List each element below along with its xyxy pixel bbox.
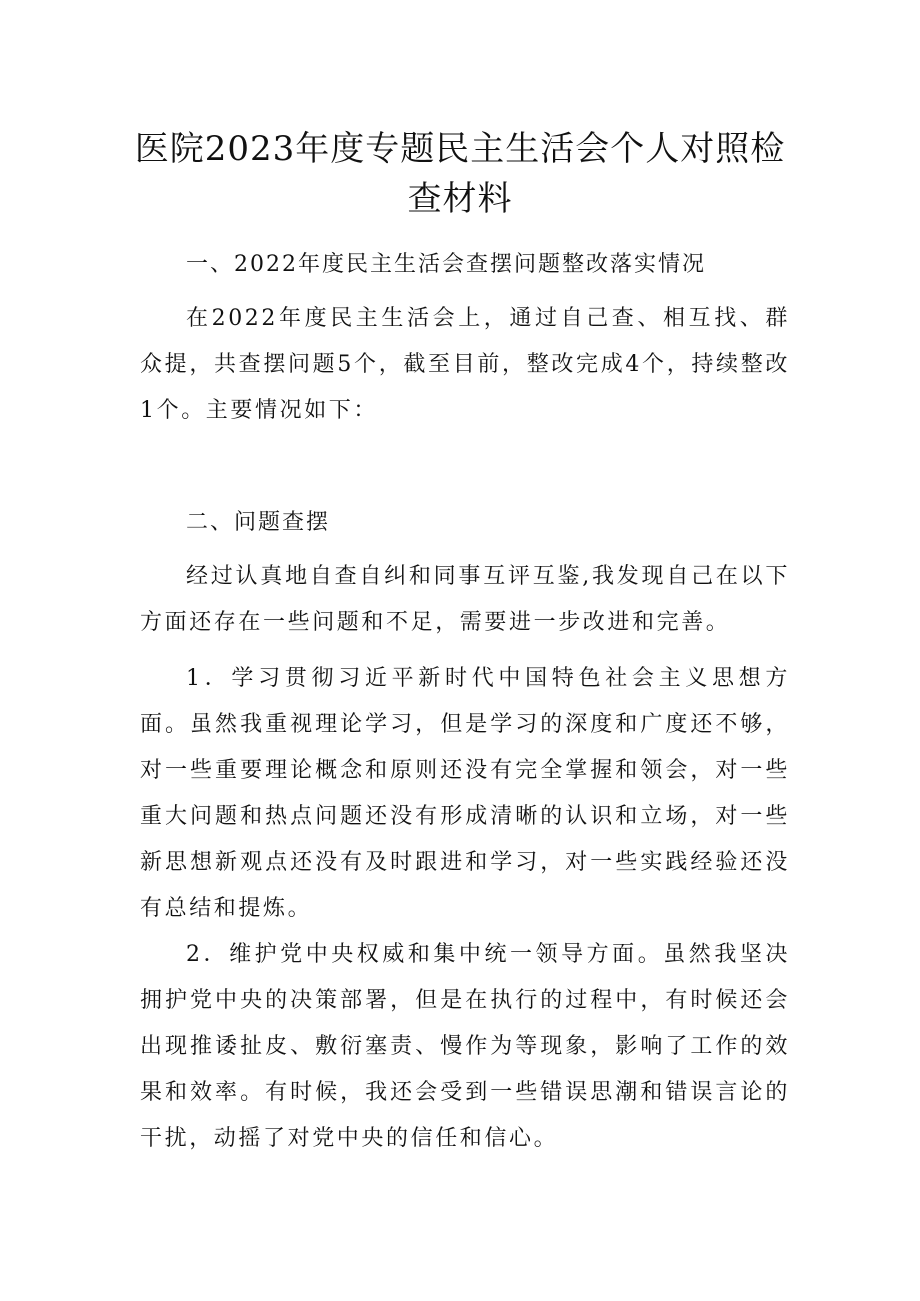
section-2-paragraph-3: 2．维护党中央权威和集中统一领导方面。虽然我坚决拥护党中央的决策部署，但是在执行的过程中，有时候还会出现推诿扯皮、敷衍塞责、慢作为等现象，影响了工作的效果和效率。有时候，我还会受到一些错误思潮和错误言论的干扰，动摇了对党中央的信任和信心。 (140, 942, 790, 1151)
section-2-paragraph-2: 1．学习贯彻习近平新时代中国特色社会主义思想方面。虽然我重视理论学习，但是学习的深度和广度还不够，对一些重要理论概念和原则还没有完全掌握和领会，对一些重大问题和热点问题还没有形成清晰的认识和立场，对一些新思想新观点还没有及时跟进和学习，对一些实践经验还没有总结和提炼。 (140, 666, 790, 921)
document-title: 医院2023年度专题民主生活会个人对照检查材料 (134, 129, 786, 219)
section-heading-1: 一、2022年度民主生活会查摆问题整改落实情况 (186, 252, 706, 277)
section-1-paragraph-1: 在2022年度民主生活会上，通过自己查、相互找、群众提，共查摆问题5个，截至目前，整改完成4个，持续整改1个。主要情况如下： (140, 306, 790, 423)
section-heading-2: 二、问题查摆 (186, 510, 331, 535)
section-2-paragraph-1: 经过认真地自查自纠和同事互评互鉴,我发现自己在以下方面还存在一些问题和不足，需要进一步改进和完善。 (140, 564, 790, 635)
